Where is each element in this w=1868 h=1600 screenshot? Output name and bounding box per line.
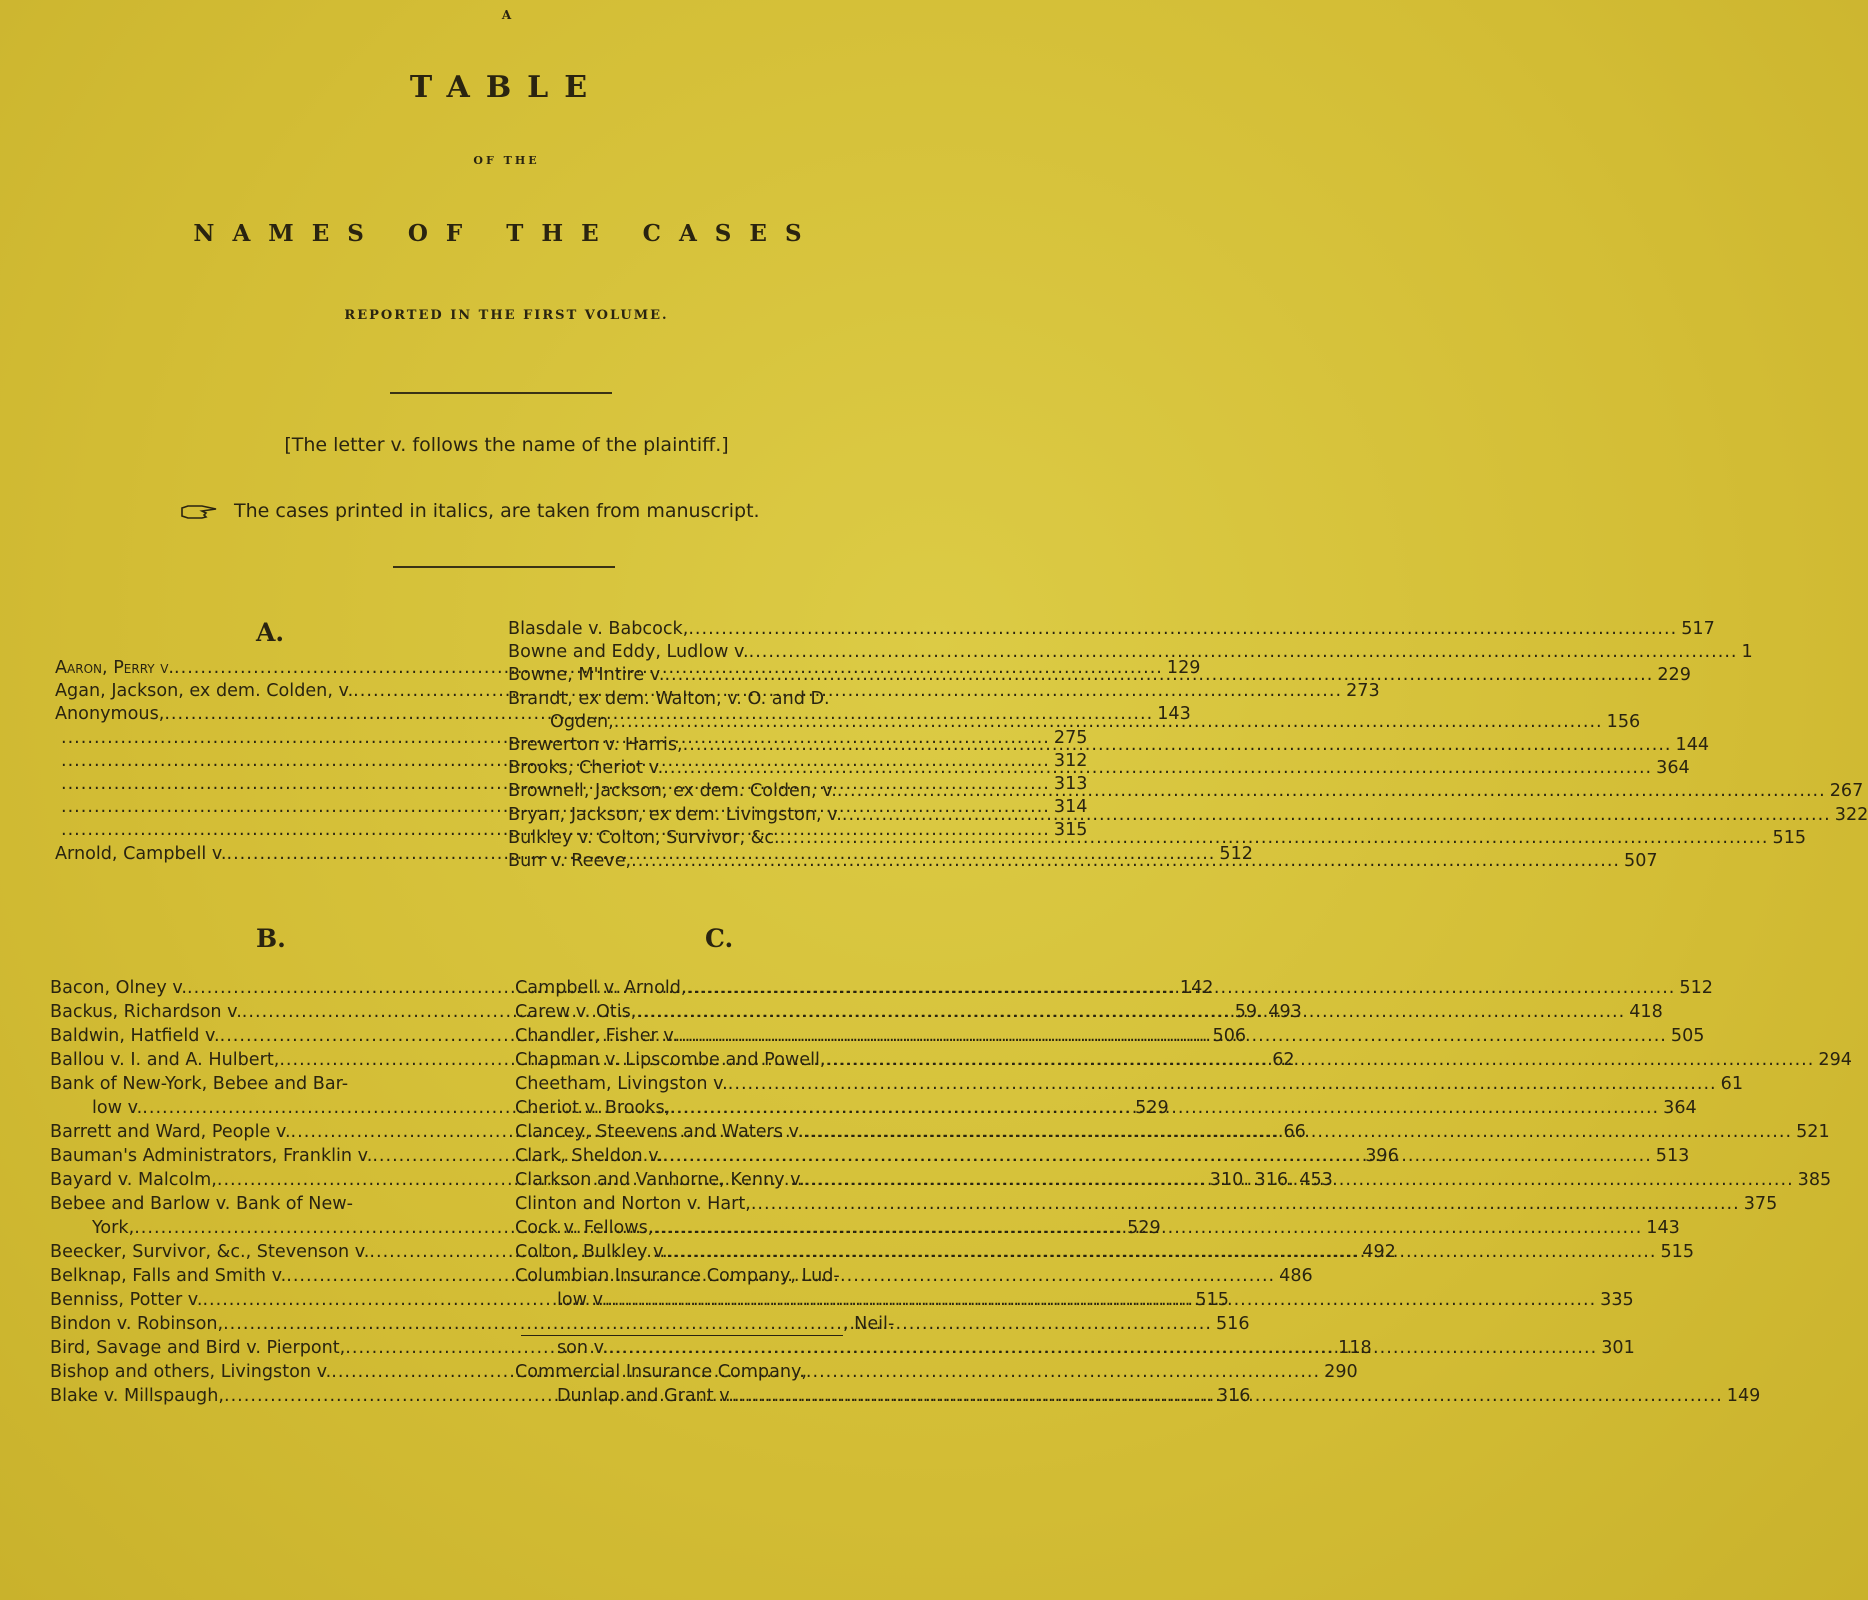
list-item: Blake v. Millspaugh, ..... 316 xyxy=(50,1384,488,1408)
list-item: Bulkley v. Colton, Survivor, &c. ..... 515 xyxy=(508,826,944,850)
note-italics-text: The cases printed in italics, are taken from manuscript. xyxy=(234,500,760,522)
section-heading-c: C. xyxy=(705,924,734,953)
list-item: Brewerton v. Harris, ..... 144 xyxy=(508,733,944,757)
list-item: Bowne, M'Intire v. ..... 229 xyxy=(508,663,944,687)
page-title: TABLE xyxy=(409,70,604,105)
list-item: ..... 314 xyxy=(55,795,488,819)
list-item: Bebee and Barlow v. Bank of New- xyxy=(50,1194,354,1214)
list-item: Bishop and others, Livingston v. ..... 290 xyxy=(50,1360,488,1384)
list-item: Burr v. Reeve, ..... 507 xyxy=(508,849,944,873)
list-item: Agan, Jackson, ex dem. Colden, v. ..... 273 xyxy=(55,679,488,703)
list-item: Ballou v. I. and A. Hulbert, ..... 62 xyxy=(50,1048,488,1072)
list-item: Cock v. Fellows, ..... 143 xyxy=(515,1216,955,1240)
list-item: ..... 312 xyxy=(55,749,488,773)
list-item: Cheetham, Livingston v. ..... 61 xyxy=(515,1072,955,1096)
list-item: Clancey, Steevens and Waters v. ..... 521 xyxy=(515,1120,955,1144)
list-item: Carew v. Otis, ..... 418 xyxy=(515,1000,955,1024)
list-item: Bayard v. Malcolm, ..... 310. 316. 453 xyxy=(50,1168,488,1192)
divider-bottom xyxy=(393,566,615,568)
list-item: Brownell, Jackson, ex dem. Colden, v. ..... 267 xyxy=(508,779,944,803)
list-item: Colton, Bulkley v. ..... 515 xyxy=(515,1240,955,1264)
subtitle-of-the: OF THE xyxy=(473,154,540,167)
list-item: Commercial Insurance Company, xyxy=(515,1362,808,1382)
list-item: Clinton and Norton v. Hart, ..... 375 xyxy=(515,1192,955,1216)
section-heading-a: A. xyxy=(256,618,285,647)
list-item: Benniss, Potter v. ..... 515 xyxy=(50,1288,488,1312)
list-item: Chandler, Fisher v. ..... 505 xyxy=(515,1024,955,1048)
list-item: York, ..... 529 xyxy=(50,1216,488,1240)
list-item: Bowne and Eddy, Ludlow v. ..... 1 xyxy=(508,640,944,664)
list-item: Aaron, Perry v. ..... 129 xyxy=(55,656,488,680)
subtitle-reported: REPORTED IN THE FIRST VOLUME. xyxy=(344,308,669,323)
list-item: Barrett and Ward, People v. ..... 66 xyxy=(50,1120,488,1144)
list-item: low v. ..... 529 xyxy=(50,1096,488,1120)
list-item: Bauman's Administrators, Franklin v. ..... 396 xyxy=(50,1144,488,1168)
note-letter-v: [The letter v. follows the name of the plaintiff.] xyxy=(284,434,729,456)
list-item: Belknap, Falls and Smith v. ..... 486 xyxy=(50,1264,488,1288)
subtitle-names-of-cases: NAMES OF THE CASES xyxy=(193,220,820,247)
list-item: Clark, Sheldon v. ..... 513 xyxy=(515,1144,955,1168)
list-item: Baldwin, Hatfield v. ..... 506 xyxy=(50,1024,488,1048)
list-item: , Neil- xyxy=(515,1312,955,1336)
list-item: Chapman v. Lipscombe and Powell, ..... 294 xyxy=(515,1048,955,1072)
signature-mark: A xyxy=(501,8,512,22)
list-item: Cheriot v. Brooks, ..... 364 xyxy=(515,1096,955,1120)
list-item: Beecker, Survivor, &c., Stevenson v. ..... 492 xyxy=(50,1240,488,1264)
list-item: Brandt, ex dem. Walton, v. O. and D. xyxy=(508,689,830,709)
list-item: Columbian Insurance Company, Lud- xyxy=(515,1266,840,1286)
list-item: Campbell v. Arnold, ..... 512 xyxy=(515,976,955,1000)
list-item: low v. ..... 335 xyxy=(515,1288,955,1312)
list-item: Ogden, ..... 156 xyxy=(508,710,944,734)
list-item: Bank of New-York, Bebee and Bar- xyxy=(50,1074,349,1094)
list-item: ..... 275 xyxy=(55,726,488,750)
list-item: Bryan, Jackson, ex dem. Livingston, v. ..... 322 xyxy=(508,803,944,827)
list-item: ..... 315 xyxy=(55,818,488,842)
list-item: ..... 313 xyxy=(55,772,488,796)
list-item: Bindon v. Robinson, ..... 516 xyxy=(50,1312,488,1336)
list-item: Clarkson and Vanhorne, Kenny v. ..... 385 xyxy=(515,1168,955,1192)
list-item: Brooks, Cheriot v. ..... 364 xyxy=(508,756,944,780)
list-item: son v. ..... 301 xyxy=(515,1336,955,1360)
list-item: Arnold, Campbell v. ..... 512 xyxy=(55,842,488,866)
list-item: Blasdale v. Babcock, ..... 517 xyxy=(508,617,944,641)
list-item: Anonymous, ..... 143 xyxy=(55,702,488,726)
list-item: Dunlap and Grant v. ..... 149 xyxy=(515,1384,955,1408)
list-item: Backus, Richardson v. ..... 59. 493 xyxy=(50,1000,488,1024)
note-italics xyxy=(180,500,760,522)
ditto-dash xyxy=(521,1312,843,1336)
list-item: Bacon, Olney v. ..... 142 xyxy=(50,976,488,1000)
divider-top xyxy=(390,392,612,394)
pointing-hand-icon xyxy=(180,503,218,521)
section-heading-b: B. xyxy=(256,924,286,953)
list-item: Bird, Savage and Bird v. Pierpont, ..... 118 xyxy=(50,1336,488,1360)
